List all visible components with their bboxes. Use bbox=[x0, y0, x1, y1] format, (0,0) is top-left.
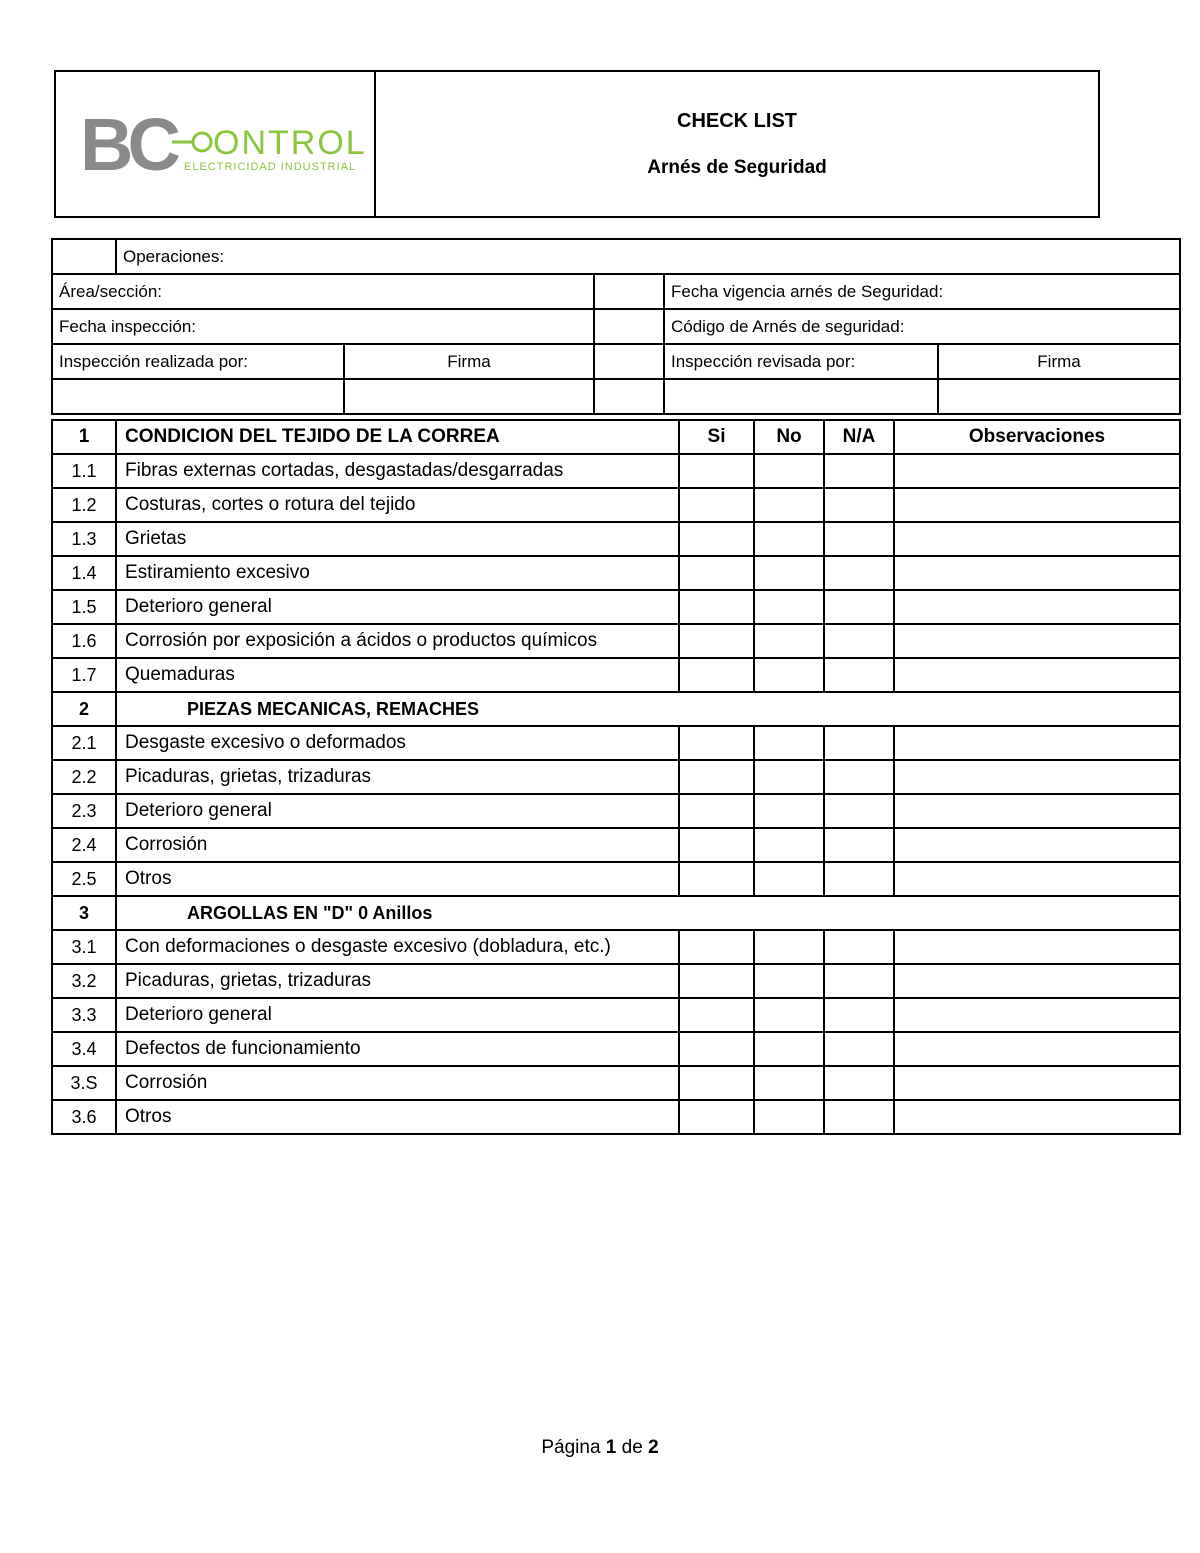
item-label: Deterioro general bbox=[116, 590, 679, 624]
checklist-row bbox=[52, 964, 1180, 998]
item-label: Fibras externas cortadas, desgastadas/desgarradas bbox=[116, 454, 679, 488]
logo-cell bbox=[56, 72, 376, 216]
checklist-row bbox=[52, 454, 1180, 488]
checklist-row bbox=[52, 828, 1180, 862]
section-title: ARGOLLAS EN "D" 0 Anillos bbox=[116, 896, 1180, 930]
observaciones-field[interactable] bbox=[894, 1100, 1180, 1134]
checklist-row bbox=[52, 590, 1180, 624]
column-si: Si bbox=[679, 420, 754, 454]
fecha-inspeccion-field[interactable]: Fecha inspección: bbox=[52, 309, 594, 344]
checklist-table bbox=[51, 419, 1181, 1135]
item-label: Deterioro general bbox=[116, 998, 679, 1032]
document-header bbox=[54, 70, 1100, 218]
codigo-field[interactable]: Código de Arnés de seguridad: bbox=[664, 309, 1180, 344]
item-number: 2.2 bbox=[52, 760, 116, 794]
check-si[interactable] bbox=[679, 998, 754, 1032]
observaciones-field[interactable] bbox=[894, 624, 1180, 658]
item-number: 1.6 bbox=[52, 624, 116, 658]
item-label: Picaduras, grietas, trizaduras bbox=[116, 760, 679, 794]
info-row-inspeccion bbox=[52, 344, 1180, 379]
observaciones-field[interactable] bbox=[894, 726, 1180, 760]
check-si[interactable] bbox=[679, 488, 754, 522]
operaciones-field[interactable]: Operaciones: bbox=[116, 239, 1180, 274]
item-number: 3.1 bbox=[52, 930, 116, 964]
check-no[interactable] bbox=[754, 794, 824, 828]
footer-prefix: Página bbox=[541, 1437, 601, 1458]
info-grid bbox=[51, 238, 1181, 415]
item-number: 2.4 bbox=[52, 828, 116, 862]
item-number: 2.5 bbox=[52, 862, 116, 896]
item-number: 1.3 bbox=[52, 522, 116, 556]
checklist-row bbox=[52, 522, 1180, 556]
check-na[interactable] bbox=[824, 658, 894, 692]
observaciones-field[interactable] bbox=[894, 964, 1180, 998]
checklist-row bbox=[52, 794, 1180, 828]
item-label: Corrosión por exposición a ácidos o productos químicos bbox=[116, 624, 679, 658]
item-number: 3.S bbox=[52, 1066, 116, 1100]
blank-cell bbox=[594, 379, 664, 414]
observaciones-field[interactable] bbox=[894, 454, 1180, 488]
item-label: Deterioro general bbox=[116, 794, 679, 828]
section-number: 2 bbox=[52, 692, 116, 726]
check-no[interactable] bbox=[754, 488, 824, 522]
observaciones-field[interactable] bbox=[894, 828, 1180, 862]
logo-tagline: ELECTRICIDAD INDUSTRIAL bbox=[184, 161, 357, 173]
observaciones-field[interactable] bbox=[894, 1032, 1180, 1066]
document-title: CHECK LIST bbox=[677, 109, 797, 132]
checklist-row bbox=[52, 1066, 1180, 1100]
check-na[interactable] bbox=[824, 590, 894, 624]
item-label: Costuras, cortes o rotura del tejido bbox=[116, 488, 679, 522]
check-no[interactable] bbox=[754, 1066, 824, 1100]
info-row-fecha bbox=[52, 309, 1180, 344]
blank-cell bbox=[52, 239, 116, 274]
checklist-row bbox=[52, 726, 1180, 760]
firma-input-2[interactable] bbox=[938, 379, 1180, 414]
item-number: 1.7 bbox=[52, 658, 116, 692]
check-no[interactable] bbox=[754, 862, 824, 896]
check-na[interactable] bbox=[824, 828, 894, 862]
check-si[interactable] bbox=[679, 964, 754, 998]
observaciones-field[interactable] bbox=[894, 590, 1180, 624]
item-label: Grietas bbox=[116, 522, 679, 556]
check-na[interactable] bbox=[824, 1100, 894, 1134]
check-no[interactable] bbox=[754, 930, 824, 964]
item-number: 1.1 bbox=[52, 454, 116, 488]
check-no[interactable] bbox=[754, 998, 824, 1032]
observaciones-field[interactable] bbox=[894, 998, 1180, 1032]
item-number: 1.2 bbox=[52, 488, 116, 522]
check-si[interactable] bbox=[679, 522, 754, 556]
item-label: Con deformaciones o desgaste excesivo (dobladura, etc.) bbox=[116, 930, 679, 964]
revisada-por-input[interactable] bbox=[664, 379, 938, 414]
observaciones-field[interactable] bbox=[894, 930, 1180, 964]
footer-total: 2 bbox=[648, 1437, 659, 1458]
check-no[interactable] bbox=[754, 522, 824, 556]
check-si[interactable] bbox=[679, 930, 754, 964]
observaciones-field[interactable] bbox=[894, 658, 1180, 692]
check-na[interactable] bbox=[824, 1066, 894, 1100]
check-no[interactable] bbox=[754, 828, 824, 862]
footer-of: de bbox=[621, 1437, 643, 1458]
item-number: 3.2 bbox=[52, 964, 116, 998]
check-na[interactable] bbox=[824, 488, 894, 522]
revisada-por-label: Inspección revisada por: bbox=[664, 344, 938, 379]
info-row-area bbox=[52, 274, 1180, 309]
check-no[interactable] bbox=[754, 454, 824, 488]
info-row-signatures bbox=[52, 379, 1180, 414]
firma-label-1: Firma bbox=[344, 344, 594, 379]
check-na[interactable] bbox=[824, 964, 894, 998]
fecha-vigencia-field[interactable]: Fecha vigencia arnés de Seguridad: bbox=[664, 274, 1180, 309]
item-label: Estiramiento excesivo bbox=[116, 556, 679, 590]
check-na[interactable] bbox=[824, 624, 894, 658]
firma-input-1[interactable] bbox=[344, 379, 594, 414]
blank-cell bbox=[594, 274, 664, 309]
item-number: 3.6 bbox=[52, 1100, 116, 1134]
company-logo bbox=[80, 103, 367, 186]
check-na[interactable] bbox=[824, 522, 894, 556]
item-number: 3.3 bbox=[52, 998, 116, 1032]
column-na: N/A bbox=[824, 420, 894, 454]
blank-cell bbox=[594, 344, 664, 379]
checklist-row bbox=[52, 862, 1180, 896]
checklist-row bbox=[52, 1100, 1180, 1134]
observaciones-field[interactable] bbox=[894, 760, 1180, 794]
check-na[interactable] bbox=[824, 556, 894, 590]
item-label: Corrosión bbox=[116, 1066, 679, 1100]
check-si[interactable] bbox=[679, 1066, 754, 1100]
check-no[interactable] bbox=[754, 658, 824, 692]
item-label: Otros bbox=[116, 1100, 679, 1134]
check-no[interactable] bbox=[754, 726, 824, 760]
check-si[interactable] bbox=[679, 862, 754, 896]
check-si[interactable] bbox=[679, 828, 754, 862]
observaciones-field[interactable] bbox=[894, 556, 1180, 590]
check-no[interactable] bbox=[754, 760, 824, 794]
check-si[interactable] bbox=[679, 658, 754, 692]
check-na[interactable] bbox=[824, 454, 894, 488]
check-no[interactable] bbox=[754, 590, 824, 624]
check-no[interactable] bbox=[754, 1032, 824, 1066]
realizada-por-input[interactable] bbox=[52, 379, 344, 414]
firma-label-2: Firma bbox=[938, 344, 1180, 379]
checklist-row bbox=[52, 760, 1180, 794]
item-label: Corrosión bbox=[116, 828, 679, 862]
logo-main: BC bbox=[80, 103, 175, 186]
check-no[interactable] bbox=[754, 624, 824, 658]
info-row-operaciones bbox=[52, 239, 1180, 274]
document-subtitle: Arnés de Seguridad bbox=[647, 156, 827, 178]
item-label: Picaduras, grietas, trizaduras bbox=[116, 964, 679, 998]
section-header-1 bbox=[52, 420, 1180, 454]
checklist-row bbox=[52, 930, 1180, 964]
item-label: Desgaste excesivo o deformados bbox=[116, 726, 679, 760]
item-label: Quemaduras bbox=[116, 658, 679, 692]
check-si[interactable] bbox=[679, 590, 754, 624]
check-na[interactable] bbox=[824, 726, 894, 760]
logo-ring-icon bbox=[193, 133, 211, 151]
check-si[interactable] bbox=[679, 1100, 754, 1134]
item-number: 1.4 bbox=[52, 556, 116, 590]
section-title: CONDICION DEL TEJIDO DE LA CORREA bbox=[116, 420, 679, 454]
check-si[interactable] bbox=[679, 760, 754, 794]
check-na[interactable] bbox=[824, 794, 894, 828]
observaciones-field[interactable] bbox=[894, 488, 1180, 522]
checklist-row bbox=[52, 556, 1180, 590]
column-no: No bbox=[754, 420, 824, 454]
logo-word: ONTROL bbox=[213, 124, 367, 162]
item-number: 2.1 bbox=[52, 726, 116, 760]
checklist-row bbox=[52, 488, 1180, 522]
check-si[interactable] bbox=[679, 624, 754, 658]
check-na[interactable] bbox=[824, 930, 894, 964]
section-number: 3 bbox=[52, 896, 116, 930]
page-footer bbox=[0, 1437, 1200, 1459]
checklist-row bbox=[52, 1032, 1180, 1066]
check-na[interactable] bbox=[824, 998, 894, 1032]
item-number: 1.5 bbox=[52, 590, 116, 624]
item-number: 3.4 bbox=[52, 1032, 116, 1066]
check-na[interactable] bbox=[824, 862, 894, 896]
section-header-3 bbox=[52, 896, 1180, 930]
title-cell bbox=[376, 72, 1098, 216]
observaciones-field[interactable] bbox=[894, 522, 1180, 556]
check-no[interactable] bbox=[754, 964, 824, 998]
check-na[interactable] bbox=[824, 760, 894, 794]
observaciones-field[interactable] bbox=[894, 862, 1180, 896]
check-na[interactable] bbox=[824, 1032, 894, 1066]
check-si[interactable] bbox=[679, 1032, 754, 1066]
checklist-row bbox=[52, 624, 1180, 658]
check-si[interactable] bbox=[679, 726, 754, 760]
column-observaciones: Observaciones bbox=[894, 420, 1180, 454]
checklist-row bbox=[52, 998, 1180, 1032]
section-header-2 bbox=[52, 692, 1180, 726]
item-label: Otros bbox=[116, 862, 679, 896]
blank-cell bbox=[594, 309, 664, 344]
observaciones-field[interactable] bbox=[894, 794, 1180, 828]
section-title: PIEZAS MECANICAS, REMACHES bbox=[116, 692, 1180, 726]
check-si[interactable] bbox=[679, 454, 754, 488]
footer-page: 1 bbox=[605, 1437, 617, 1458]
check-no[interactable] bbox=[754, 556, 824, 590]
check-si[interactable] bbox=[679, 556, 754, 590]
check-no[interactable] bbox=[754, 1100, 824, 1134]
check-si[interactable] bbox=[679, 794, 754, 828]
area-field[interactable]: Área/sección: bbox=[52, 274, 594, 309]
observaciones-field[interactable] bbox=[894, 1066, 1180, 1100]
checklist-row bbox=[52, 658, 1180, 692]
section-number: 1 bbox=[52, 420, 116, 454]
item-number: 2.3 bbox=[52, 794, 116, 828]
realizada-por-label: Inspección realizada por: bbox=[52, 344, 344, 379]
item-label: Defectos de funcionamiento bbox=[116, 1032, 679, 1066]
